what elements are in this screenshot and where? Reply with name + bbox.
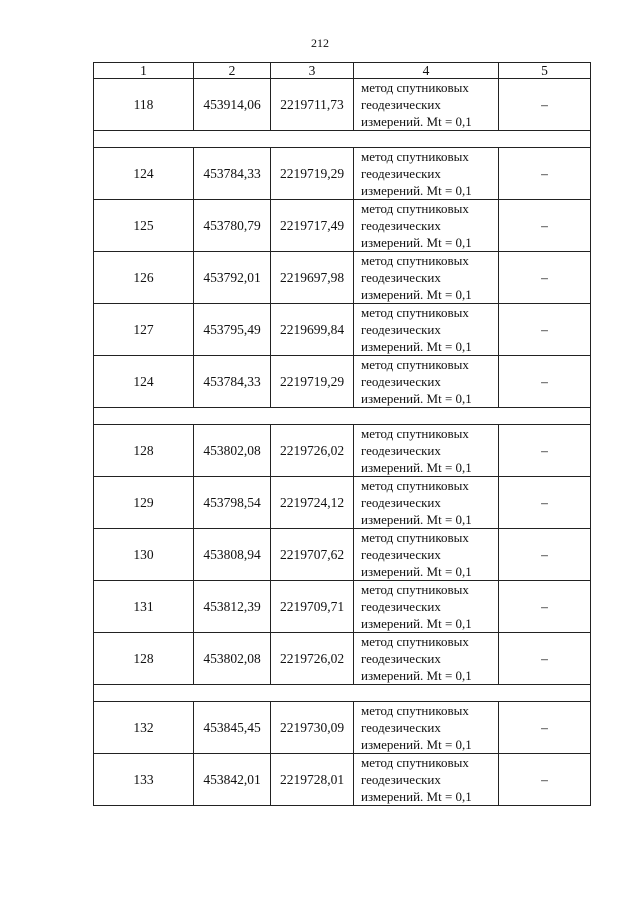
method-line: геодезических bbox=[361, 495, 441, 510]
note-cell: – bbox=[499, 200, 591, 252]
note-cell: – bbox=[499, 529, 591, 581]
y-coordinate-cell: 2219711,73 bbox=[271, 79, 354, 131]
separator-cell bbox=[94, 131, 591, 148]
table-row bbox=[94, 477, 591, 529]
note-cell: – bbox=[499, 702, 591, 754]
table-row bbox=[94, 529, 591, 581]
column-header-4: 4 bbox=[354, 63, 499, 79]
point-number-cell: 133 bbox=[94, 754, 194, 806]
table-row bbox=[94, 633, 591, 685]
method-line: геодезических bbox=[361, 720, 441, 735]
table-row bbox=[94, 702, 591, 754]
method-line: метод спутниковых bbox=[361, 201, 469, 216]
table-separator-row bbox=[94, 408, 591, 425]
column-header-2: 2 bbox=[194, 63, 271, 79]
method-line: геодезических bbox=[361, 443, 441, 458]
table-row bbox=[94, 356, 591, 408]
method-cell bbox=[354, 477, 499, 529]
point-number-cell: 126 bbox=[94, 252, 194, 304]
x-coordinate-cell: 453802,08 bbox=[194, 633, 271, 685]
note-cell: – bbox=[499, 356, 591, 408]
method-cell bbox=[354, 633, 499, 685]
note-cell: – bbox=[499, 633, 591, 685]
x-coordinate-cell: 453914,06 bbox=[194, 79, 271, 131]
method-line: измерений. Mt = 0,1 bbox=[361, 235, 472, 250]
x-coordinate-cell: 453784,33 bbox=[194, 148, 271, 200]
method-cell bbox=[354, 581, 499, 633]
table-body bbox=[94, 79, 591, 806]
separator-cell bbox=[94, 408, 591, 425]
separator-cell bbox=[94, 685, 591, 702]
method-line: измерений. Mt = 0,1 bbox=[361, 789, 472, 804]
y-coordinate-cell: 2219717,49 bbox=[271, 200, 354, 252]
table-row bbox=[94, 581, 591, 633]
y-coordinate-cell: 2219724,12 bbox=[271, 477, 354, 529]
method-line: геодезических bbox=[361, 270, 441, 285]
method-line: метод спутниковых bbox=[361, 80, 469, 95]
method-line: геодезических bbox=[361, 97, 441, 112]
method-line: измерений. Mt = 0,1 bbox=[361, 114, 472, 129]
method-cell bbox=[354, 79, 499, 131]
method-line: геодезических bbox=[361, 322, 441, 337]
method-line: измерений. Mt = 0,1 bbox=[361, 287, 472, 302]
method-line: измерений. Mt = 0,1 bbox=[361, 183, 472, 198]
method-line: геодезических bbox=[361, 651, 441, 666]
method-cell bbox=[354, 200, 499, 252]
table-row bbox=[94, 754, 591, 806]
point-number-cell: 132 bbox=[94, 702, 194, 754]
x-coordinate-cell: 453795,49 bbox=[194, 304, 271, 356]
y-coordinate-cell: 2219726,02 bbox=[271, 425, 354, 477]
method-line: геодезических bbox=[361, 374, 441, 389]
point-number-cell: 130 bbox=[94, 529, 194, 581]
note-cell: – bbox=[499, 79, 591, 131]
method-cell bbox=[354, 702, 499, 754]
table-header-row bbox=[94, 63, 591, 79]
method-line: метод спутниковых bbox=[361, 478, 469, 493]
note-cell: – bbox=[499, 581, 591, 633]
point-number-cell: 128 bbox=[94, 425, 194, 477]
method-line: измерений. Mt = 0,1 bbox=[361, 616, 472, 631]
x-coordinate-cell: 453792,01 bbox=[194, 252, 271, 304]
method-line: геодезических bbox=[361, 772, 441, 787]
y-coordinate-cell: 2219726,02 bbox=[271, 633, 354, 685]
column-header-3: 3 bbox=[271, 63, 354, 79]
method-cell bbox=[354, 754, 499, 806]
method-line: метод спутниковых bbox=[361, 357, 469, 372]
note-cell: – bbox=[499, 304, 591, 356]
note-cell: – bbox=[499, 425, 591, 477]
method-line: измерений. Mt = 0,1 bbox=[361, 391, 472, 406]
method-line: измерений. Mt = 0,1 bbox=[361, 512, 472, 527]
x-coordinate-cell: 453798,54 bbox=[194, 477, 271, 529]
note-cell: – bbox=[499, 148, 591, 200]
method-line: геодезических bbox=[361, 599, 441, 614]
method-line: геодезических bbox=[361, 547, 441, 562]
x-coordinate-cell: 453812,39 bbox=[194, 581, 271, 633]
point-number-cell: 124 bbox=[94, 148, 194, 200]
method-line: измерений. Mt = 0,1 bbox=[361, 339, 472, 354]
note-cell: – bbox=[499, 477, 591, 529]
table-row bbox=[94, 200, 591, 252]
point-number-cell: 127 bbox=[94, 304, 194, 356]
method-line: геодезических bbox=[361, 166, 441, 181]
page-number: 212 bbox=[311, 36, 329, 50]
point-number-cell: 128 bbox=[94, 633, 194, 685]
x-coordinate-cell: 453780,79 bbox=[194, 200, 271, 252]
x-coordinate-cell: 453845,45 bbox=[194, 702, 271, 754]
table-row bbox=[94, 148, 591, 200]
point-number-cell: 131 bbox=[94, 581, 194, 633]
coordinates-table bbox=[93, 62, 591, 806]
y-coordinate-cell: 2219697,98 bbox=[271, 252, 354, 304]
method-line: метод спутниковых bbox=[361, 305, 469, 320]
column-header-1: 1 bbox=[94, 63, 194, 79]
method-line: метод спутниковых bbox=[361, 530, 469, 545]
method-line: измерений. Mt = 0,1 bbox=[361, 460, 472, 475]
y-coordinate-cell: 2219709,71 bbox=[271, 581, 354, 633]
table-row bbox=[94, 252, 591, 304]
method-line: метод спутниковых bbox=[361, 634, 469, 649]
y-coordinate-cell: 2219719,29 bbox=[271, 356, 354, 408]
x-coordinate-cell: 453842,01 bbox=[194, 754, 271, 806]
method-cell bbox=[354, 148, 499, 200]
method-cell bbox=[354, 425, 499, 477]
point-number-cell: 118 bbox=[94, 79, 194, 131]
method-cell bbox=[354, 529, 499, 581]
note-cell: – bbox=[499, 252, 591, 304]
method-line: метод спутниковых bbox=[361, 149, 469, 164]
point-number-cell: 124 bbox=[94, 356, 194, 408]
method-line: метод спутниковых bbox=[361, 703, 469, 718]
x-coordinate-cell: 453784,33 bbox=[194, 356, 271, 408]
y-coordinate-cell: 2219730,09 bbox=[271, 702, 354, 754]
method-cell bbox=[354, 304, 499, 356]
table-separator-row bbox=[94, 685, 591, 702]
table-row bbox=[94, 425, 591, 477]
note-cell: – bbox=[499, 754, 591, 806]
point-number-cell: 125 bbox=[94, 200, 194, 252]
method-line: измерений. Mt = 0,1 bbox=[361, 737, 472, 752]
column-header-5: 5 bbox=[499, 63, 591, 79]
table-row bbox=[94, 304, 591, 356]
method-cell bbox=[354, 252, 499, 304]
method-line: метод спутниковых bbox=[361, 426, 469, 441]
x-coordinate-cell: 453802,08 bbox=[194, 425, 271, 477]
method-line: метод спутниковых bbox=[361, 582, 469, 597]
method-line: метод спутниковых bbox=[361, 755, 469, 770]
table-separator-row bbox=[94, 131, 591, 148]
point-number-cell: 129 bbox=[94, 477, 194, 529]
method-cell bbox=[354, 356, 499, 408]
y-coordinate-cell: 2219699,84 bbox=[271, 304, 354, 356]
x-coordinate-cell: 453808,94 bbox=[194, 529, 271, 581]
method-line: измерений. Mt = 0,1 bbox=[361, 564, 472, 579]
y-coordinate-cell: 2219707,62 bbox=[271, 529, 354, 581]
table-row bbox=[94, 79, 591, 131]
method-line: метод спутниковых bbox=[361, 253, 469, 268]
method-line: измерений. Mt = 0,1 bbox=[361, 668, 472, 683]
y-coordinate-cell: 2219728,01 bbox=[271, 754, 354, 806]
y-coordinate-cell: 2219719,29 bbox=[271, 148, 354, 200]
method-line: геодезических bbox=[361, 218, 441, 233]
